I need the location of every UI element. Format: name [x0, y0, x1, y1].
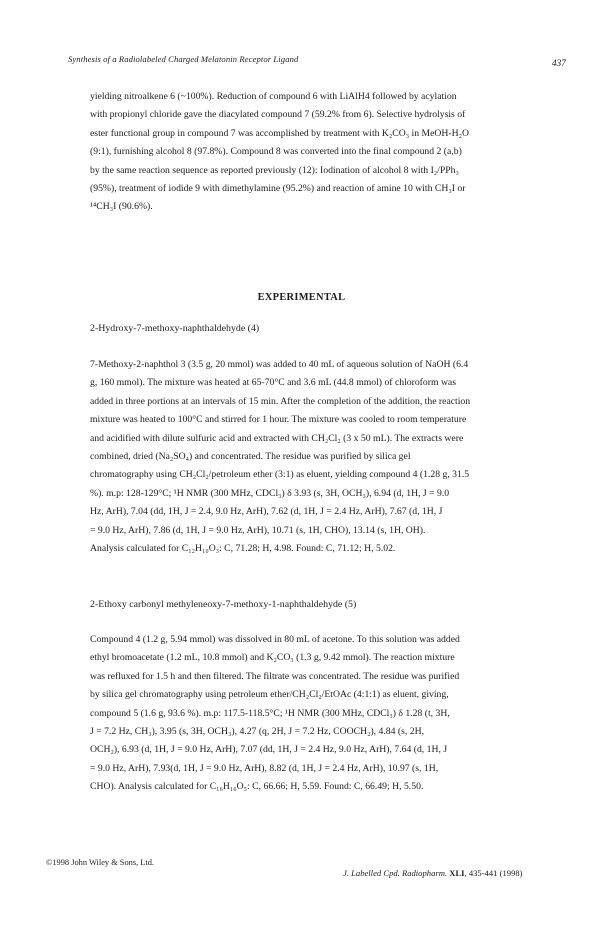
- journal-citation: [343, 868, 523, 878]
- text-line: added in three portions at an intervals of 15 min. After the completion of the addition, the reaction: [90, 395, 471, 407]
- text-line: g, 160 mmol). The mixture was heated at 65-70°C and 3.6 mL (44.8 mmol) of chloroform was: [90, 377, 457, 389]
- text-line: (95%), treatment of iodide 9 with dimethylamine (95.2%) and reaction of amine 10 with CH₃I or: [90, 183, 466, 195]
- text-line: %). m.p: 128-129°C; ¹H NMR (300 MHz, CDCl₃) δ 3.93 (s, 3H, OCH₃), 6.94 (d, 1H, J = 9.0: [90, 487, 450, 499]
- text-line: with propionyl chloride gave the diacylated compound 7 (59.2% from 6). Selective hydrolysis of: [90, 109, 466, 121]
- text-line: by the same reaction sequence as reported previously (12): Iodination of alcohol 8 with I₂/PPh₃: [90, 164, 459, 176]
- text-line: compound 5 (1.6 g, 93.6 %). m.p: 117.5-118.5°C; ¹H NMR (300 MHz, CDCl₃) δ 1.28 (t, 3H,: [90, 707, 450, 719]
- text-line: by silica gel chromatography using petroleum ether/CH₂Cl₂/EtOAc (4:1:1) as eluent, giving,: [90, 689, 449, 701]
- text-line: Analysis calculated for C₁₂H₁₀O₃: C, 71.28; H, 4.98. Found: C, 71.12; H, 5.02.: [90, 543, 396, 555]
- compound-4-title: 2-Hydroxy-7-methoxy-naphthaldehyde (4): [90, 323, 260, 334]
- text-line: ¹⁴CH₃I (90.6%).: [90, 201, 153, 213]
- compound-5-paragraph: [90, 631, 560, 797]
- page-number: 437: [552, 58, 566, 68]
- journal-pages-year: , 435-441 (1998): [464, 868, 523, 878]
- text-line: Hz, ArH), 7.04 (dd, 1H, J = 2.4, 9.0 Hz, ArH), 7.62 (d, 1H, J = 2.4 Hz, ArH), 7.67 (d, 1H, J: [90, 506, 443, 518]
- text-line: (9:1), furnishing alcohol 8 (97.8%). Compound 8 was converted into the final compound 2 (a,b): [90, 146, 462, 158]
- text-line: yielding nitroalkene 6 (~100%). Reduction of compound 6 with LiAlH4 followed by acylation: [90, 91, 457, 102]
- text-line: combined, dried (Na₂SO₄) and concentrated. The residue was purified by silica gel: [90, 451, 411, 463]
- text-line: chromatography using CH₂Cl₂/petroleum ether (3:1) as eluent, yielding compound 4 (1.28 g, 31.5: [90, 469, 470, 481]
- text-line: ester functional group in compound 7 was accomplished by treatment with K₂CO₃ in MeOH-H₂O: [90, 127, 469, 139]
- intro-paragraph: [90, 88, 560, 217]
- journal-volume: XLI: [449, 868, 465, 878]
- journal-name: J. Labelled Cpd. Radiopharm.: [343, 868, 448, 878]
- text-line: ethyl bromoacetate (1.2 mL, 10.8 mmol) and K₂CO₃ (1.3 g, 9.42 mmol). The reaction mixture: [90, 652, 455, 664]
- text-line: was refluxed for 1.5 h and then filtered. The filtrate was concentrated. The residue was purified: [90, 670, 460, 682]
- text-line: J = 7.2 Hz, CH₃), 3.95 (s, 3H, OCH₃), 4.27 (q, 2H, J = 7.2 Hz, COOCH₂), 4.84 (s, 2H,: [90, 726, 425, 738]
- text-line: CHO). Analysis calculated for C₁₆H₁₆O₅: C, 66.66; H, 5.59. Found: C, 66.49; H, 5.50.: [90, 781, 424, 793]
- text-line: = 9.0 Hz, ArH), 7.86 (d, 1H, J = 9.0 Hz, ArH), 10.71 (s, 1H, CHO), 13.14 (s, 1H, OH).: [90, 524, 426, 536]
- text-line: = 9.0 Hz, ArH), 7.93(d, 1H, J = 9.0 Hz, ArH), 8.82 (d, 1H, J = 2.4 Hz, ArH), 10.97 (s, 1H,: [90, 762, 439, 774]
- text-line: Compound 4 (1.2 g, 5.94 mmol) was dissolved in 80 mL of acetone. To this solution was added: [90, 634, 460, 645]
- text-line: 7-Methoxy-2-naphthol 3 (3.5 g, 20 mmol) was added to 40 mL of aqueous solution of NaOH (6.4: [90, 359, 469, 370]
- text-line: and acidified with dilute sulfuric acid and extracted with CH₂Cl₂ (3 x 50 mL). The extracts were: [90, 432, 464, 444]
- running-title: Synthesis of a Radiolabeled Charged Melatonin Receptor Ligand: [68, 54, 299, 64]
- text-line: OCH₂), 6.93 (d, 1H, J = 9.0 Hz, ArH), 7.07 (dd, 1H, J = 2.4 Hz, 9.0 Hz, ArH), 7.64 (d, 1H, J: [90, 744, 448, 756]
- compound-5-title: 2-Ethoxy carbonyl methyleneoxy-7-methoxy-1-naphthaldehyde (5): [90, 599, 357, 610]
- text-line: mixture was heated to 100°C and stirred for 1 hour. The mixture was cooled to room temperature: [90, 414, 467, 426]
- compound-4-paragraph: [90, 356, 560, 558]
- copyright-notice: ©1998 John Wiley & Sons, Ltd.: [46, 858, 155, 867]
- section-heading: EXPERIMENTAL: [257, 292, 346, 303]
